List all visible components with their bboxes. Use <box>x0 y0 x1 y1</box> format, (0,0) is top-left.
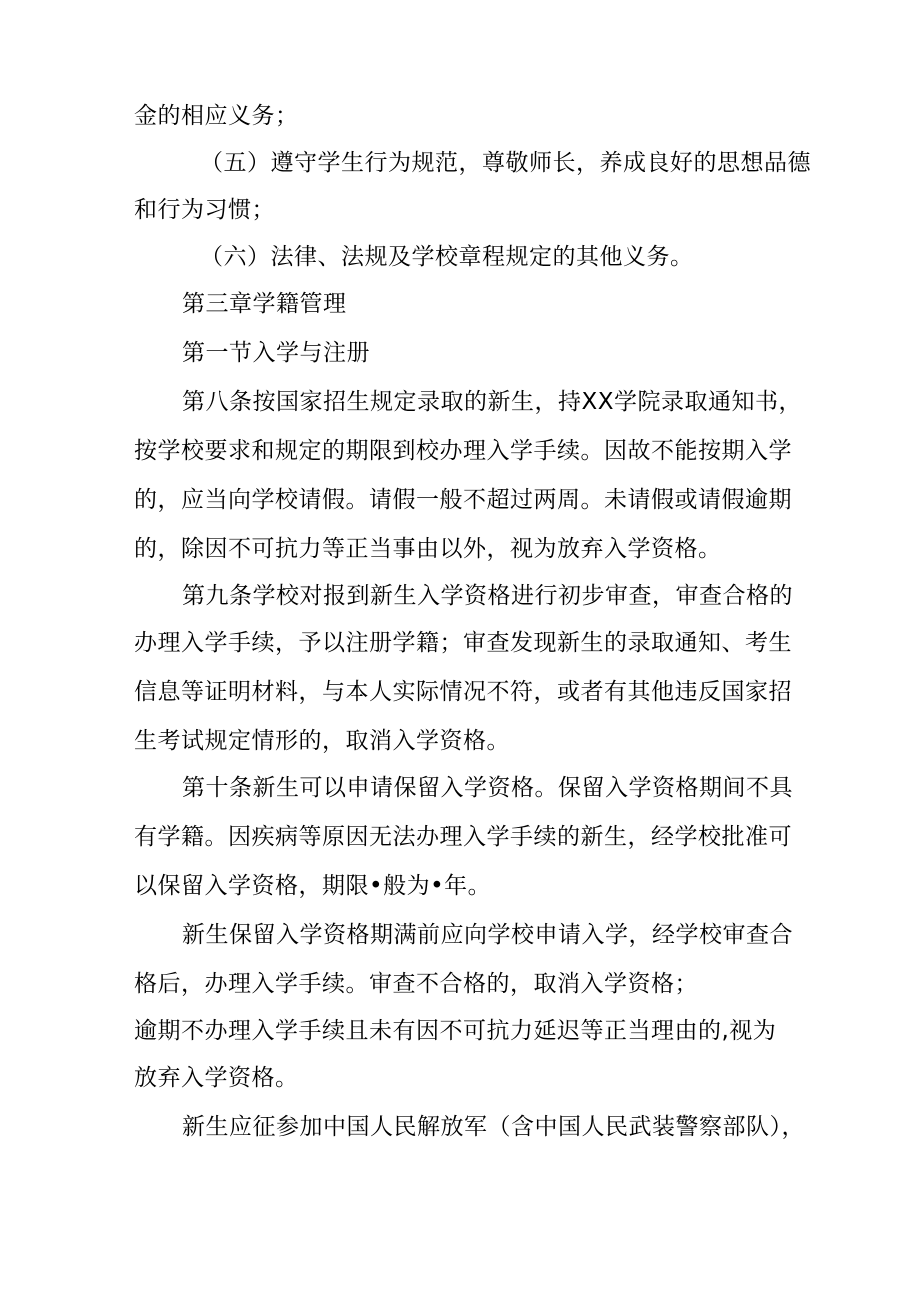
chapter-heading: 第三章学籍管理 <box>182 291 347 317</box>
text-line: 的，除因不可抗力等正当事由以外，视为放弃入学资格。 <box>134 536 722 562</box>
text-line: （五）遵守学生行为规范，尊敬师长，养成良好的思想品德 <box>200 150 811 176</box>
text-line: 格后，办理入学手续。审查不合格的，取消入学资格； <box>134 971 698 997</box>
text-line: 新生保留入学资格期满前应向学校申请入学，经学校审查合 <box>182 922 793 948</box>
text-line: 放弃入学资格。 <box>134 1065 299 1091</box>
text-line: 逾期不办理入学手续且未有因不可抗力延迟等正当理由的,视为 <box>134 1018 777 1044</box>
text-line: 信息等证明材料，与本人实际情况不符，或者有其他违反国家招 <box>134 679 792 705</box>
text-line: 第八条按国家招生规定录取的新生，持XX学院录取通知书， <box>182 389 803 415</box>
text-line: 和行为习惯； <box>134 197 275 223</box>
text-line: 第十条新生可以申请保留入学资格。保留入学资格期间不具 <box>182 775 793 801</box>
text-line: （六）法律、法规及学校章程规定的其他义务。 <box>200 244 694 270</box>
text-line: 金的相应义务； <box>134 103 299 129</box>
text-line: 的，应当向学校请假。请假一般不超过两周。未请假或请假逾期 <box>134 487 792 513</box>
text-line: 第九条学校对报到新生入学资格进行初步审查，审查合格的 <box>182 583 793 609</box>
text-line: 新生应征参加中国人民解放军（含中国人民武装警察部队）， <box>182 1114 805 1140</box>
text-line: 有学籍。因疾病等原因无法办理入学手续的新生，经学校批准可 <box>134 824 792 850</box>
text-line: 以保留入学资格，期限•般为•年。 <box>134 873 492 899</box>
text-line: 按学校要求和规定的期限到校办理入学手续。因故不能按期入学 <box>134 438 792 464</box>
text-line: 办理入学手续，予以注册学籍；审查发现新生的录取通知、考生 <box>134 630 792 656</box>
text-line: 生考试规定情形的，取消入学资格。 <box>134 728 510 754</box>
section-heading: 第一节入学与注册 <box>182 340 370 366</box>
